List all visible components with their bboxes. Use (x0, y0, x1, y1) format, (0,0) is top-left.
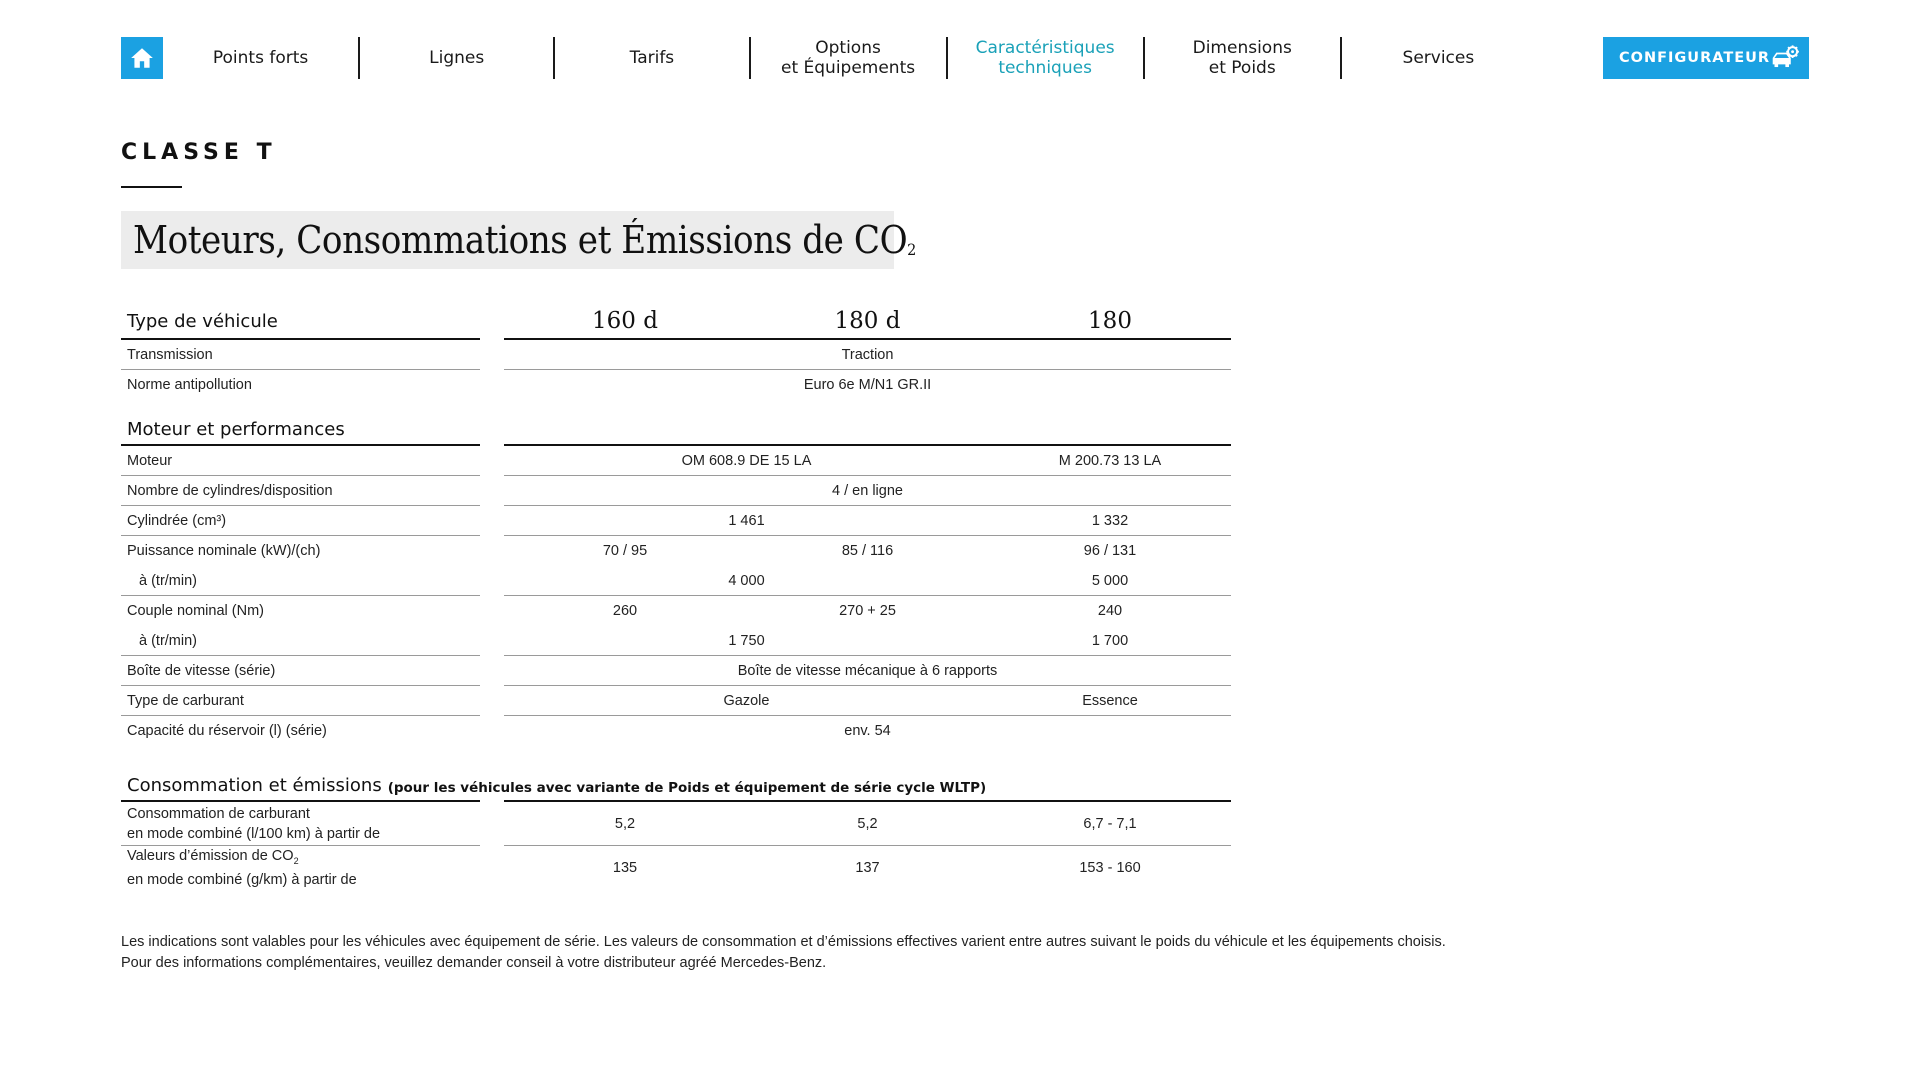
table-row: Couple nominal (Nm) 260 270 + 25 240 (127, 603, 1123, 619)
table-row: Valeurs d’émission de $CO_2$ en mode combiné (g/km) à partir de 135 137 153 - 160 (127, 847, 1141, 889)
configurator-button[interactable]: CONFIGURATEUR (1603, 37, 1809, 79)
table-header-row (121, 300, 1231, 340)
table-row: à (tr/min) 4 000 5 000 (121, 566, 1231, 596)
nav-item-tarifs[interactable]: Tarifs (629, 48, 675, 68)
model-160d: 160 d (592, 308, 658, 334)
nav-item-caracteristiques[interactable]: Caractéristiques techniques (975, 38, 1115, 78)
nav-item-services[interactable]: Services (1402, 48, 1475, 68)
vehicle-type-label: Type de véhicule (127, 311, 278, 332)
top-navigation (121, 36, 1809, 80)
nav-item-options[interactable]: Options et Équipements (780, 38, 916, 78)
model-180d: 180 d (834, 308, 901, 334)
footnote: Les indications sont valables pour les véhicules avec équipement de série. Les valeurs de consommation et d’émissions effectives varient entre autres suivant le poids du véhicule et les équipements choisis. Pour des informations complémentaires, veuillez demander conseil à votre distributeur agréé Mercedes-Benz. (121, 934, 1446, 971)
home-button[interactable] (121, 37, 163, 79)
table-row: Cylindrée (cm³) 1 461 1 332 (121, 506, 1231, 536)
model-180: 180 (1088, 308, 1132, 334)
page-title-banner (121, 211, 916, 269)
table-row: Type de carburant Gazole Essence (121, 686, 1231, 716)
table-row: Norme antipollution Euro 6e M/N1 GR.II (127, 377, 932, 393)
brand-underline (121, 186, 182, 188)
table-row: Boîte de vitesse (série) Boîte de vitesse mécanique à 6 rapports (121, 656, 1231, 686)
table-row: Puissance nominale (kW)/(ch) 70 / 95 85 / 116 96 / 131 (127, 543, 1137, 559)
car-config-icon (1770, 43, 1799, 73)
section-consumption-header: Consommation et émissions (pour les véhicules avec variante de Poids et équipement de série cycle WLTP) (121, 746, 1231, 802)
spec-table (121, 300, 1231, 890)
nav-item-points-forts[interactable]: Points forts (212, 48, 309, 68)
table-row: à (tr/min) 1 750 1 700 (121, 626, 1231, 656)
table-row: Consommation de carburant en mode combiné (l/100 km) à partir de 5,2 5,2 6,7 - 7,1 (121, 802, 1231, 846)
table-row: Capacité du réservoir (l) (série) env. 54 (127, 723, 891, 739)
section-engine-header: Moteur et performances (121, 400, 1231, 446)
home-icon (129, 45, 155, 71)
nav-item-lignes[interactable]: Lignes (429, 48, 485, 68)
page-title: Moteurs, Consommations et Émissions de $CO_2$ (133, 218, 916, 262)
table-row: Transmission Traction (121, 340, 1231, 370)
brand-title: CLASSE T (121, 140, 277, 165)
table-row: Moteur OM 608.9 DE 15 LA M 200.73 13 LA (121, 446, 1231, 476)
table-row: Nombre de cylindres/disposition 4 / en ligne (121, 476, 1231, 506)
nav-item-dimensions[interactable]: Dimensions et Poids (1192, 38, 1292, 78)
